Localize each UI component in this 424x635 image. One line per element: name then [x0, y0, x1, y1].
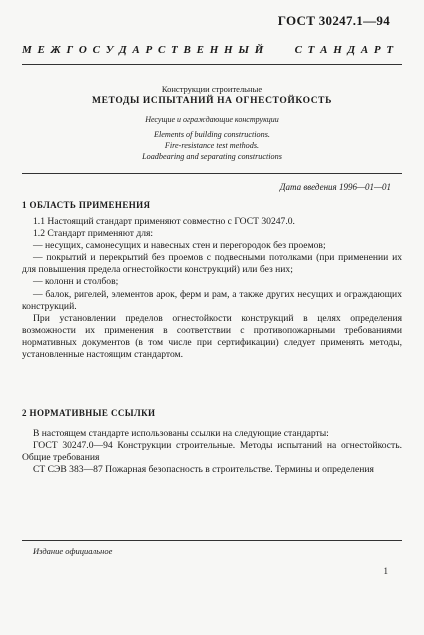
paragraph: При установлении пределов огнестойкости конструкций в целях определения возможности их применения в соответствии с противопожарными требованиями нормативных документов (в том числе при сертификации) следует применять методы, установленные настоящим стандартом. [22, 312, 402, 361]
banner-letter: Е [196, 44, 209, 56]
category-label: Конструкции строительные [161, 84, 263, 94]
banner-letter: Ж [50, 44, 66, 56]
effective-date: Дата введения 1996—01—01 [279, 182, 391, 192]
list-item: — покрытий и перекрытий без проемов с подвесными потолками (при применении их для повышения предела огнестойкости конструкций) или без них; [22, 252, 402, 276]
banner-letter: Р [145, 44, 157, 56]
banner-letter: М [22, 44, 37, 56]
banner-letter: Р [373, 44, 386, 56]
banner-letter [278, 44, 285, 56]
english-title-line: Fire-resistance test methods. [164, 141, 260, 150]
reference-item: ГОСТ 30247.0—94 Конструкции строительные. Методы испытаний на огнестойкость. Общие требования [22, 440, 402, 464]
section-body [22, 428, 402, 476]
paragraph: 1.2 Стандарт применяют для: [33, 228, 154, 240]
paragraph: 1.1 Настоящий стандарт применяют совместно с ГОСТ 30247.0. [33, 216, 295, 227]
banner-letter: Д [347, 44, 360, 56]
page-number: 1 [383, 566, 388, 576]
title-rule [22, 173, 402, 174]
list-item: — балок, ригелей, элементов арок, ферм и рам, а также других несущих и ограждающих конструкций. [22, 288, 402, 312]
banner-letter: А [320, 44, 332, 56]
banner-letter: О [78, 44, 92, 56]
banner-letter: А [132, 44, 145, 56]
banner-letter: Г [66, 44, 78, 56]
english-title-line: Loadbearing and separating constructions [142, 152, 282, 161]
banner-letter: В [183, 44, 196, 56]
list-item: — колонн и столбов; [33, 276, 119, 288]
banner-letter: С [92, 44, 105, 56]
banner-letter: Н [209, 44, 223, 56]
document-title: МЕТОДЫ ИСПЫТАНИЙ НА ОГНЕСТОЙКОСТЬ [92, 96, 332, 106]
reference-item: СТ СЭВ 383—87 Пожарная безопасность в строительстве. Термины и определения [33, 464, 374, 476]
banner-letter: Т [307, 44, 319, 56]
official-edition-note: Издание официальное [33, 546, 113, 556]
document-subtitle: Несущие и ограждающие конструкции [145, 115, 279, 124]
banner-letter: Т [171, 44, 183, 56]
standard-banner [22, 44, 398, 56]
banner-letter: С [157, 44, 170, 56]
section-heading: 1 ОБЛАСТЬ ПРИМЕНЕНИЯ [22, 200, 151, 210]
list-item: — несущих, самонесущих и навесных стен и перегородок без проемов; [33, 240, 326, 252]
paragraph: В настоящем стандарте использованы ссылки на следующие стандарты: [33, 428, 329, 439]
banner-letter: Й [254, 44, 268, 56]
footer-rule [22, 540, 402, 541]
document-number: ГОСТ 30247.1—94 [277, 13, 390, 28]
banner-letter: Е [37, 44, 50, 56]
banner-letter [269, 44, 276, 56]
banner-letter: Т [386, 44, 398, 56]
banner-letter: Н [333, 44, 347, 56]
banner-letter: Ы [238, 44, 254, 56]
english-title-line: Elements of building constructions. [154, 130, 270, 139]
section-body [22, 216, 402, 361]
banner-letter: А [360, 44, 373, 56]
banner-letter: С [294, 44, 307, 56]
banner-letter: Д [119, 44, 132, 56]
section-heading: 2 НОРМАТИВНЫЕ ССЫЛКИ [22, 408, 156, 418]
banner-letter: Н [224, 44, 238, 56]
banner-letter: У [105, 44, 118, 56]
top-rule [22, 64, 402, 65]
banner-letter [286, 44, 293, 56]
